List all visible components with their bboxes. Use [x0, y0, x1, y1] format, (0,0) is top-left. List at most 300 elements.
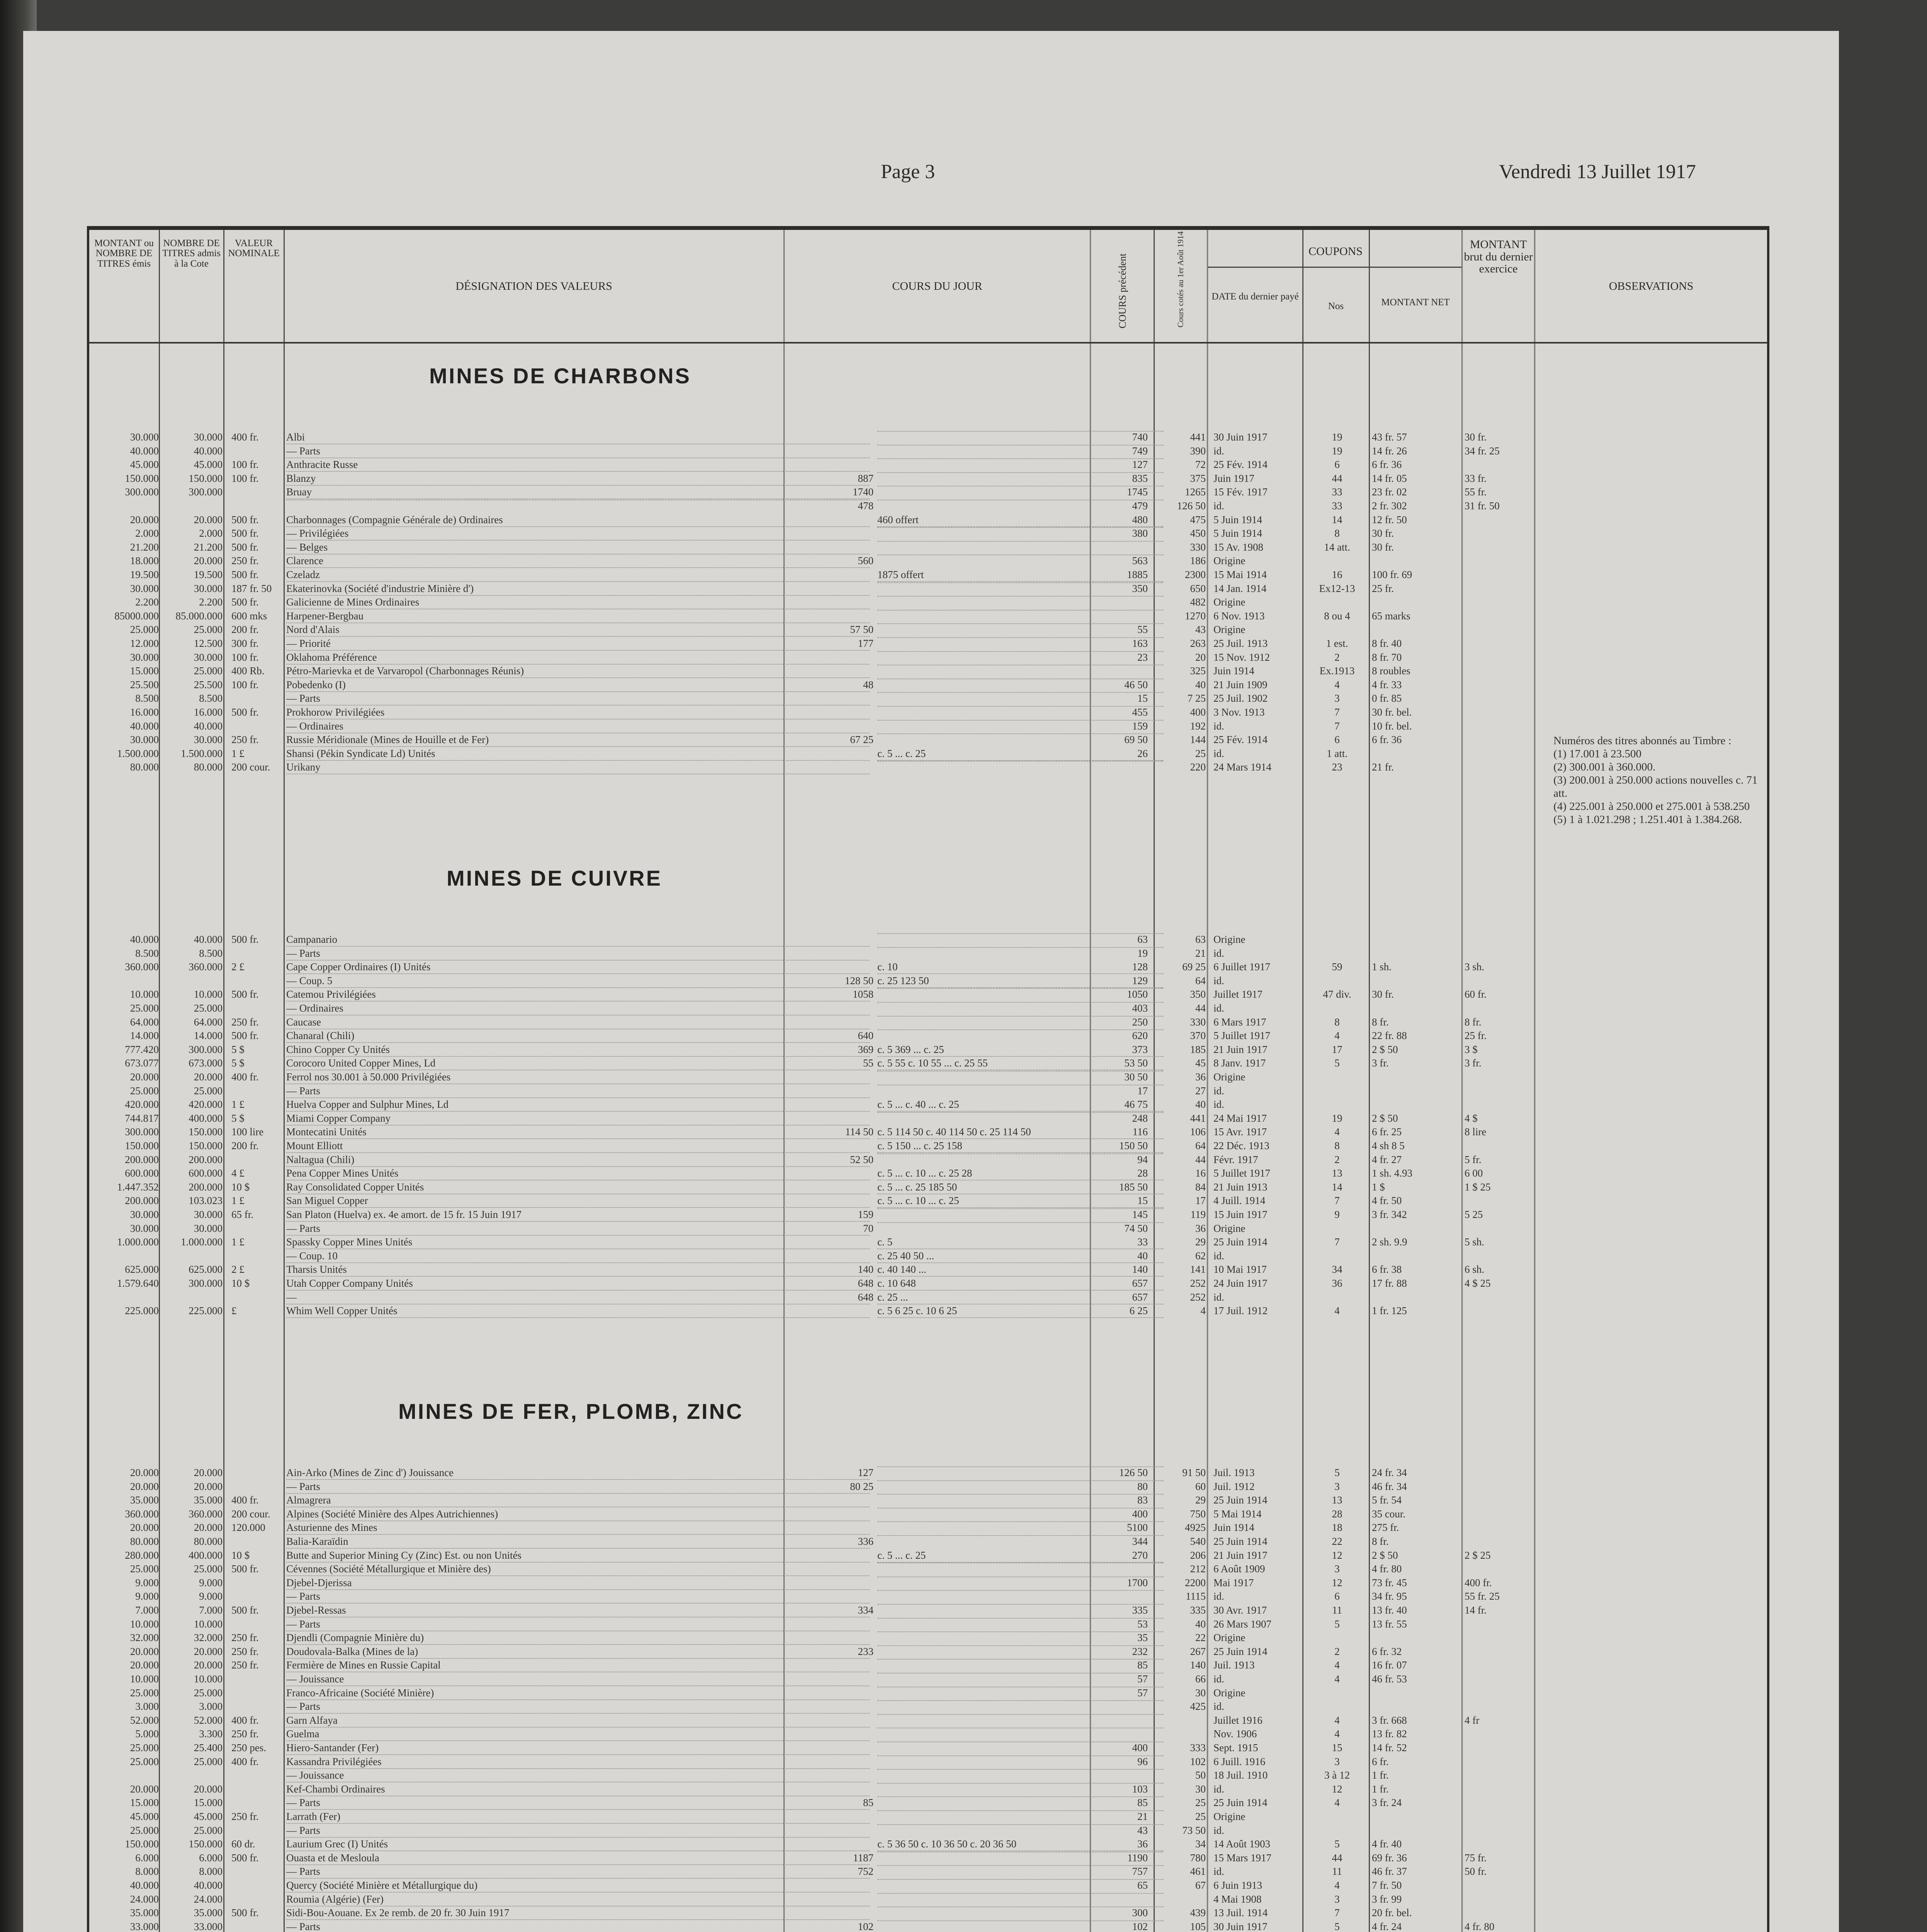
- cell-cours-1914: 439: [1190, 1907, 1206, 1919]
- cell-designation: Charbonnages (Compagnie Générale de) Ordinaires: [286, 514, 870, 527]
- cell-montant: 10.000: [130, 988, 159, 1000]
- table-row: [89, 1236, 1534, 1248]
- cell-numero-coupon: 17: [1332, 1043, 1342, 1055]
- cell-numero-coupon: 59: [1332, 961, 1342, 973]
- cell-nombre: 52.000: [194, 1714, 223, 1726]
- cell-cours-1914: 25: [1195, 1811, 1206, 1822]
- cell-date-coupon: 22 Déc. 1913: [1213, 1140, 1269, 1151]
- table-row: [89, 1604, 1534, 1617]
- cell-cours-precedent: 85: [1137, 1797, 1148, 1809]
- cell-numero-coupon: 4: [1334, 1879, 1340, 1891]
- cell-montant-net: 6 fr. 36: [1372, 459, 1402, 471]
- cell-nombre: 6.000: [199, 1852, 223, 1864]
- table-row: [89, 1783, 1534, 1796]
- cell-valeur: 400 fr.: [231, 431, 259, 443]
- cell-numero-coupon: 18: [1332, 1522, 1342, 1534]
- cell-cours-1914: 185: [1190, 1043, 1206, 1055]
- cell-numero-coupon: 7: [1334, 706, 1340, 718]
- cell-date-coupon: 30 Juin 1917: [1213, 431, 1268, 443]
- table-row: [89, 1029, 1534, 1042]
- cell-nombre: 25.000: [194, 1687, 223, 1699]
- cell-valeur: 100 fr.: [231, 651, 259, 663]
- table-row: [89, 947, 1534, 960]
- cell-cours-precedent: 126 50: [1119, 1467, 1148, 1478]
- cell-date-coupon: 25 Fév. 1914: [1213, 459, 1268, 471]
- cell-cours-precedent: 1885: [1127, 569, 1148, 580]
- cell-nombre: 225.000: [189, 1305, 223, 1317]
- cell-date-coupon: 21 Juin 1909: [1213, 679, 1268, 690]
- cell-montant-brut: 14 fr.: [1465, 1604, 1487, 1616]
- cell-cours-du-jour: 460 offert: [877, 514, 1163, 527]
- cell-cours-1914: 212: [1190, 1563, 1206, 1575]
- cell-cours-du-jour: c. 40 140 ...: [877, 1263, 1163, 1277]
- cell-date-coupon: Origine: [1213, 1811, 1246, 1822]
- cell-valeur: 400 fr.: [231, 1494, 259, 1506]
- cell-montant: 1.579.640: [117, 1277, 159, 1289]
- cell-valeur: £: [231, 1305, 237, 1317]
- cell-valeur: 100 fr.: [231, 679, 259, 690]
- cell-cours-precedent: 43: [1137, 1824, 1148, 1836]
- cell-montant: 9.000: [135, 1577, 159, 1588]
- table-row: [89, 692, 1534, 705]
- cell-montant: 20.000: [130, 1480, 159, 1492]
- cell-cours-precedent: 159: [1132, 720, 1148, 732]
- cell-cours-precedent: 1700: [1127, 1577, 1148, 1588]
- cell-montant: 10.000: [130, 1618, 159, 1630]
- cell-cours-colonne: 67 25: [850, 734, 873, 746]
- cell-nombre: 400.000: [189, 1112, 223, 1124]
- cell-numero-coupon: 7: [1334, 1236, 1340, 1248]
- cell-cours-precedent: 40: [1137, 1250, 1148, 1262]
- cell-montant-brut: 3 $: [1465, 1043, 1478, 1055]
- cell-cours-1914: 69 25: [1182, 961, 1206, 973]
- table-row: [89, 596, 1534, 609]
- cell-nombre: 2.200: [199, 596, 223, 608]
- cell-montant: 300.000: [125, 1126, 159, 1138]
- cell-cours-1914: 67: [1195, 1879, 1206, 1891]
- cell-montant-net: 6 fr. 38: [1372, 1264, 1402, 1276]
- cell-montant-net: 2 fr. 302: [1372, 500, 1407, 512]
- cell-montant: 9.000: [135, 1590, 159, 1602]
- cell-date-coupon: Origine: [1213, 1071, 1246, 1083]
- cell-date-coupon: Mai 1917: [1213, 1577, 1254, 1588]
- table-row: [89, 1769, 1534, 1782]
- cell-montant: 21.200: [130, 541, 159, 553]
- cell-designation: Spassky Copper Mines Unités: [286, 1236, 870, 1249]
- cell-montant-brut: 25 fr.: [1465, 1030, 1487, 1042]
- cell-nombre: 10.000: [194, 1673, 223, 1685]
- cell-designation: Ferrol nos 30.001 à 50.000 Privilégiées: [286, 1071, 870, 1084]
- cell-nombre: 25.000: [194, 665, 223, 677]
- cell-date-coupon: Juil. 1912: [1213, 1480, 1255, 1492]
- cell-cours-1914: 330: [1190, 1016, 1206, 1028]
- cell-montant: 35.000: [130, 1907, 159, 1919]
- cell-designation: Ray Consolidated Copper Unités: [286, 1181, 870, 1194]
- cell-valeur: 250 fr.: [231, 1016, 259, 1028]
- cell-numero-coupon: 13: [1332, 1167, 1342, 1179]
- col-designation: DÉSIGNATION DES VALEURS: [455, 280, 612, 293]
- table-row: [89, 1071, 1534, 1083]
- cell-nombre: 20.000: [194, 514, 223, 526]
- cell-date-coupon: Juin 1914: [1213, 665, 1254, 677]
- cell-cours-du-jour: c. 25 ...: [877, 1291, 1163, 1304]
- cell-montant: 24.000: [130, 1893, 159, 1905]
- cell-nombre: 85.000.000: [175, 610, 223, 622]
- cell-cours-colonne: 55: [863, 1057, 873, 1069]
- cell-montant-net: 8 fr. 70: [1372, 651, 1402, 663]
- cell-nombre: 25.000: [194, 1002, 223, 1014]
- cell-montant-net: 34 fr. 95: [1372, 1590, 1407, 1602]
- cell-nombre: 30.000: [194, 1209, 223, 1220]
- cell-montant: 25.000: [130, 1002, 159, 1014]
- cell-cours-precedent: 1745: [1127, 486, 1148, 498]
- cell-numero-coupon: 8 ou 4: [1324, 610, 1350, 622]
- cell-nombre: 8.500: [199, 692, 223, 704]
- cell-montant-net: 8 fr.: [1372, 1536, 1389, 1547]
- cell-cours-colonne: 887: [858, 472, 873, 484]
- cell-date-coupon: Sept. 1915: [1213, 1742, 1258, 1753]
- cell-cours-colonne: 640: [858, 1030, 873, 1042]
- cell-nombre: 20.000: [194, 1645, 223, 1657]
- cell-valeur: 500 fr.: [231, 527, 259, 539]
- cell-montant: 225.000: [125, 1305, 159, 1317]
- cell-cours-du-jour: c. 5 36 50 c. 10 36 50 c. 20 36 50: [877, 1838, 1163, 1851]
- cell-nombre: 30.000: [194, 582, 223, 594]
- cell-montant: 8.500: [135, 692, 159, 704]
- cell-cours-1914: 30: [1195, 1687, 1206, 1699]
- cell-date-coupon: id.: [1213, 975, 1224, 986]
- cell-montant: 30.000: [130, 1222, 159, 1234]
- cell-nombre: 300.000: [189, 1277, 223, 1289]
- cell-cours-colonne: 85: [863, 1797, 873, 1809]
- cell-cours-colonne: 70: [863, 1222, 873, 1234]
- cell-cours-1914: 450: [1190, 527, 1206, 539]
- cell-date-coupon: 15 Mai 1914: [1213, 569, 1267, 580]
- cell-designation: Cévennes (Société Métallurgique et Minière des): [286, 1563, 870, 1576]
- cell-numero-coupon: 22: [1332, 1536, 1342, 1547]
- table-row: [89, 472, 1534, 485]
- cell-montant: 200.000: [125, 1195, 159, 1207]
- cell-cours-precedent: 103: [1132, 1783, 1148, 1795]
- cell-cours-du-jour: c. 10: [877, 961, 1163, 974]
- cell-montant-net: 8 roubles: [1372, 665, 1410, 677]
- cell-date-coupon: Juin 1914: [1213, 1522, 1254, 1534]
- cell-valeur: 2 £: [231, 1264, 245, 1276]
- cell-date-coupon: 25 Juin 1914: [1213, 1645, 1268, 1657]
- cell-nombre: 25.000: [194, 1755, 223, 1767]
- table-row: [89, 1865, 1534, 1878]
- cell-numero-coupon: 19: [1332, 445, 1342, 457]
- cell-nombre: 150.000: [189, 1838, 223, 1850]
- cell-montant-net: 16 fr. 07: [1372, 1659, 1407, 1671]
- cell-montant-net: 30 fr.: [1372, 527, 1394, 539]
- cell-cours-precedent: 455: [1132, 706, 1148, 718]
- cell-montant-net: 5 fr. 54: [1372, 1494, 1402, 1506]
- cell-date-coupon: 21 Juin 1917: [1213, 1043, 1268, 1055]
- cell-numero-coupon: 33: [1332, 500, 1342, 512]
- cell-cours-du-jour: c. 5 369 ... c. 25: [877, 1043, 1163, 1057]
- cell-numero-coupon: 44: [1332, 1852, 1342, 1864]
- table-row: [89, 1194, 1534, 1207]
- cell-designation: — Parts: [286, 1618, 870, 1631]
- cell-cours-precedent: 835: [1132, 472, 1148, 484]
- cell-nombre: 45.000: [194, 459, 223, 471]
- cell-valeur: 65 fr.: [231, 1209, 253, 1220]
- table-row: [89, 1700, 1534, 1713]
- cell-cours-precedent: 1050: [1127, 988, 1148, 1000]
- table-row: [89, 961, 1534, 973]
- cell-montant: 7.000: [135, 1604, 159, 1616]
- col-montant-net: MONTANT NET: [1381, 297, 1450, 308]
- cell-montant-net: 30 fr.: [1372, 541, 1394, 553]
- cell-cours-du-jour: c. 5 ... c. 25 185 50: [877, 1181, 1163, 1194]
- cell-cours-1914: 45: [1195, 1057, 1206, 1069]
- cell-numero-coupon: 12: [1332, 1549, 1342, 1561]
- cell-designation: Ekaterinovka (Société d'industrie Minière d'): [286, 582, 870, 596]
- cell-montant: 2.200: [135, 596, 159, 608]
- cell-date-coupon: 25 Juil. 1902: [1213, 692, 1268, 704]
- cell-valeur: 400 fr.: [231, 1071, 259, 1083]
- table-row: [89, 1618, 1534, 1631]
- cell-cours-1914: 140: [1190, 1659, 1206, 1671]
- cell-numero-coupon: 4: [1334, 1728, 1340, 1740]
- cell-cours-colonne: 233: [858, 1645, 873, 1657]
- cell-cours-du-jour: c. 5 6 25 c. 10 6 25: [877, 1304, 1163, 1318]
- cell-montant-brut: 4 $ 25: [1465, 1277, 1491, 1289]
- cell-cours-1914: 64: [1195, 1140, 1206, 1151]
- cell-montant: 45.000: [130, 459, 159, 471]
- cell-cours-colonne: 57 50: [850, 624, 873, 636]
- cell-valeur: 1 £: [231, 1195, 245, 1207]
- cell-valeur: 500 fr.: [231, 514, 259, 526]
- cell-montant-brut: 6 sh.: [1465, 1264, 1485, 1276]
- cell-cours-1914: 475: [1190, 514, 1206, 526]
- cell-nombre: 45.000: [194, 1811, 223, 1822]
- cell-cours-precedent: 96: [1137, 1755, 1148, 1767]
- cell-nombre: 200.000: [189, 1181, 223, 1193]
- table-row: [89, 1906, 1534, 1919]
- cell-cours-1914: 21: [1195, 947, 1206, 959]
- cell-date-coupon: 15 Av. 1908: [1213, 541, 1264, 553]
- observation-note: (2) 300.001 à 360.000.: [1553, 761, 1656, 773]
- cell-date-coupon: id.: [1213, 720, 1224, 732]
- cell-date-coupon: id.: [1213, 1866, 1224, 1878]
- table-row: [89, 1139, 1534, 1152]
- cell-numero-coupon: 11: [1332, 1866, 1342, 1878]
- table-row: [89, 637, 1534, 650]
- cell-cours-1914: 267: [1190, 1645, 1206, 1657]
- cell-nombre: 673.000: [189, 1057, 223, 1069]
- cell-montant: 30.000: [130, 651, 159, 663]
- table-row: [89, 706, 1534, 719]
- cell-montant-brut: 8 fr.: [1465, 1016, 1482, 1028]
- cell-date-coupon: Juillet 1917: [1213, 988, 1263, 1000]
- cell-montant-net: 1 fr. 125: [1372, 1305, 1407, 1317]
- cell-designation: Ouasta et de Mesloula: [286, 1852, 870, 1865]
- cell-montant-brut: 5 sh.: [1465, 1236, 1485, 1248]
- cell-cours-precedent: 657: [1132, 1277, 1148, 1289]
- cell-numero-coupon: 3: [1334, 1480, 1340, 1492]
- cell-nombre: 9.000: [199, 1590, 223, 1602]
- cell-designation: Catemou Privilégiées: [286, 988, 870, 1002]
- cell-nombre: 19.500: [194, 569, 223, 580]
- cell-nombre: 30.000: [194, 431, 223, 443]
- cell-montant: 20.000: [130, 1645, 159, 1657]
- table-row: [89, 458, 1534, 471]
- cell-valeur: 500 fr.: [231, 934, 259, 945]
- cell-designation: Montecatini Unités: [286, 1126, 870, 1139]
- cell-nombre: 30.000: [194, 734, 223, 746]
- cell-designation: Campanario: [286, 933, 870, 947]
- cell-date-coupon: 15 Juin 1917: [1213, 1209, 1268, 1220]
- cell-designation: — Belges: [286, 541, 870, 554]
- cell-valeur: 600 mks: [231, 610, 267, 622]
- cell-nombre: 2.000: [199, 527, 223, 539]
- cell-montant: 150.000: [125, 1140, 159, 1151]
- cell-montant: 5.000: [135, 1728, 159, 1740]
- cell-numero-coupon: 12: [1332, 1783, 1342, 1795]
- cell-cours-1914: 50: [1195, 1769, 1206, 1781]
- cell-date-coupon: Origine: [1213, 624, 1246, 636]
- cell-designation: — Ordinaires: [286, 1002, 870, 1015]
- cell-montant-net: 12 fr. 50: [1372, 514, 1407, 526]
- cell-montant: 32.000: [130, 1632, 159, 1644]
- cell-numero-coupon: Ex.1913: [1319, 665, 1355, 677]
- cell-designation: Russie Méridionale (Mines de Houille et de Fer): [286, 733, 870, 747]
- cell-montant-net: 0 fr. 85: [1372, 692, 1402, 704]
- cell-valeur: 120.000: [231, 1522, 265, 1534]
- cell-nombre: 20.000: [194, 1522, 223, 1534]
- cell-cours-1914: 1270: [1185, 610, 1206, 622]
- table-row: [89, 1002, 1534, 1015]
- cell-nombre: 40.000: [194, 934, 223, 945]
- cell-cours-du-jour: c. 10 648: [877, 1277, 1163, 1291]
- cell-cours-du-jour: c. 5 ... c. 25: [877, 1549, 1163, 1563]
- cell-designation: Kef-Chambi Ordinaires: [286, 1783, 870, 1796]
- cell-designation: Mount Elliott: [286, 1139, 870, 1153]
- table-row: [89, 1291, 1534, 1304]
- cell-designation: Cape Copper Ordinaires (I) Unités: [286, 961, 870, 974]
- cell-nombre: 420.000: [189, 1099, 223, 1111]
- cell-designation: Urikany: [286, 761, 870, 774]
- table-row: [89, 1277, 1534, 1290]
- cell-cours-precedent: 57: [1137, 1673, 1148, 1685]
- cell-cours-colonne: 334: [858, 1604, 873, 1616]
- cell-valeur: 4 £: [231, 1167, 245, 1179]
- cell-cours-1914: 370: [1190, 1030, 1206, 1042]
- cell-cours-1914: 72: [1195, 459, 1206, 471]
- cell-designation: Franco-Africaine (Société Minière): [286, 1687, 870, 1700]
- cell-valeur: 400 Rb.: [231, 665, 265, 677]
- cell-numero-coupon: 6: [1334, 1590, 1340, 1602]
- page-number: Page 3: [881, 161, 935, 183]
- cell-montant: 40.000: [130, 1879, 159, 1891]
- cell-nombre: 25.400: [194, 1742, 223, 1753]
- cell-cours-colonne: 478: [858, 500, 873, 512]
- cell-cours-du-jour: [877, 1590, 1163, 1591]
- cell-numero-coupon: 5: [1334, 1467, 1340, 1478]
- cell-montant-brut: 55 fr. 25: [1465, 1590, 1500, 1602]
- cell-designation: — Privilégiées: [286, 527, 870, 541]
- cell-cours-precedent: 85: [1137, 1659, 1148, 1671]
- cell-designation: Pobedenko (I): [286, 679, 870, 692]
- table-row: [89, 720, 1534, 733]
- cell-numero-coupon: 7: [1334, 720, 1340, 732]
- cell-nombre: 25.000: [194, 1085, 223, 1097]
- table-row: [89, 1057, 1534, 1070]
- cell-date-coupon: Févr. 1917: [1213, 1153, 1258, 1165]
- cell-cours-1914: 333: [1190, 1742, 1206, 1753]
- cell-cours-colonne: 560: [858, 555, 873, 567]
- cell-montant-net: 1 fr.: [1372, 1783, 1389, 1795]
- cell-montant-net: 46 fr. 37: [1372, 1866, 1407, 1878]
- cell-montant-net: 4 fr. 40: [1372, 1838, 1402, 1850]
- cell-cours-colonne: 336: [858, 1536, 873, 1547]
- cell-montant: 20.000: [130, 1522, 159, 1534]
- cell-designation: Almagrera: [286, 1494, 870, 1507]
- cell-montant-net: 1 $: [1372, 1181, 1385, 1193]
- cell-montant-net: 2 $ 50: [1372, 1112, 1398, 1124]
- cell-cours-1914: 144: [1190, 734, 1206, 746]
- cell-montant: 20.000: [130, 1467, 159, 1478]
- table-row: [89, 1535, 1534, 1548]
- cell-montant-brut: 1 $ 25: [1465, 1181, 1491, 1193]
- table-row: [89, 1153, 1534, 1166]
- cell-nombre: 20.000: [194, 1659, 223, 1671]
- cell-montant-net: 2 $ 50: [1372, 1043, 1398, 1055]
- cell-numero-coupon: 8: [1334, 1016, 1340, 1028]
- cell-date-coupon: id.: [1213, 747, 1224, 759]
- cell-designation: Blanzy: [286, 472, 870, 486]
- cell-montant-net: 46 fr. 34: [1372, 1480, 1407, 1492]
- cell-numero-coupon: 2: [1334, 651, 1340, 663]
- cell-montant: 85000.000: [114, 610, 159, 622]
- cell-cours-precedent: 74 50: [1124, 1222, 1148, 1234]
- cell-date-coupon: 14 Jan. 1914: [1213, 582, 1267, 594]
- cell-cours-du-jour: [877, 541, 1163, 542]
- cell-date-coupon: 5 Mai 1914: [1213, 1508, 1262, 1520]
- cell-date-coupon: 25 Juil. 1913: [1213, 638, 1268, 649]
- cell-cours-du-jour: c. 5: [877, 1236, 1163, 1249]
- cell-montant-net: 1 sh.: [1372, 961, 1392, 973]
- cell-montant: 30.000: [130, 1209, 159, 1220]
- cell-montant-net: 10 fr. bel.: [1372, 720, 1412, 732]
- cell-cours-colonne: 52 50: [850, 1153, 873, 1165]
- cell-cours-precedent: 15: [1137, 1195, 1148, 1207]
- cell-montant-net: 20 fr. bel.: [1372, 1907, 1412, 1919]
- cell-cours-precedent: 33: [1137, 1236, 1148, 1248]
- cell-numero-coupon: 8: [1334, 527, 1340, 539]
- cell-cours-1914: 66: [1195, 1673, 1206, 1685]
- cell-cours-1914: 400: [1190, 706, 1206, 718]
- cell-numero-coupon: 23: [1332, 761, 1342, 773]
- cell-cours-du-jour: [877, 596, 1163, 597]
- cell-date-coupon: id.: [1213, 1250, 1224, 1262]
- col-observations: OBSERVATIONS: [1609, 280, 1694, 293]
- cell-date-coupon: id.: [1213, 1291, 1224, 1303]
- cell-cours-precedent: 19: [1137, 947, 1148, 959]
- cell-montant-net: 14 fr. 05: [1372, 472, 1407, 484]
- cell-montant: 300.000: [125, 486, 159, 498]
- cell-montant-net: 3 fr. 668: [1372, 1714, 1407, 1726]
- cell-montant: 150.000: [125, 472, 159, 484]
- cell-cours-precedent: 749: [1132, 445, 1148, 457]
- cell-montant-brut: 30 fr.: [1465, 431, 1487, 443]
- cell-date-coupon: 14 Août 1903: [1213, 1838, 1271, 1850]
- table-row: [89, 623, 1534, 636]
- cell-cours-precedent: 53: [1137, 1618, 1148, 1630]
- table-row: [89, 1659, 1534, 1672]
